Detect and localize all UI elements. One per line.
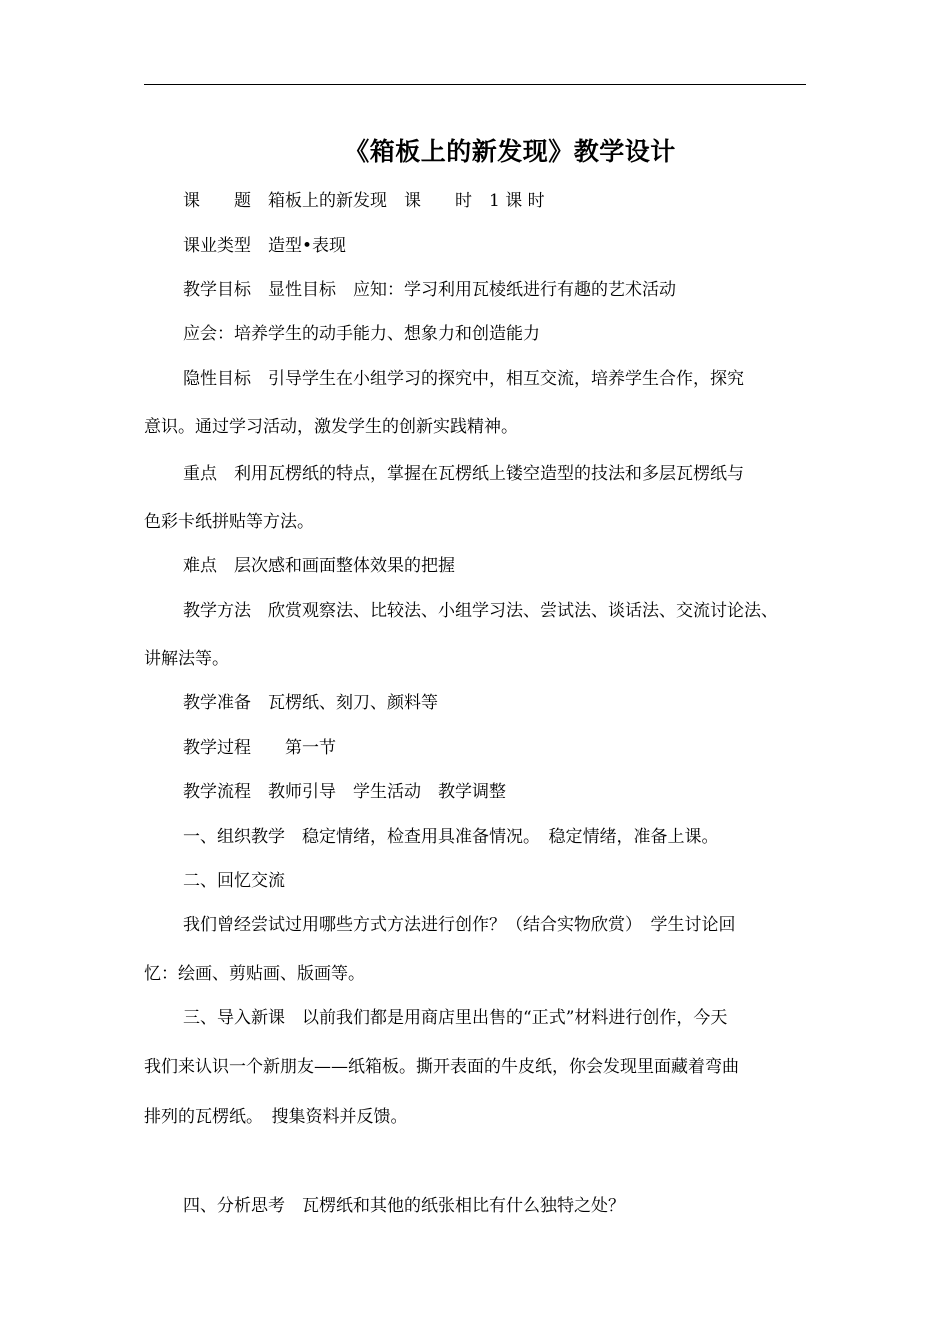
- line-difficulty: 难点 层次感和画面整体效果的把握: [183, 556, 455, 576]
- header-rule: [144, 84, 806, 85]
- document-title: [144, 130, 806, 174]
- line-implicit-goal-cont: 意识。通过学习活动，激发学生的创新实践精神。: [144, 417, 518, 437]
- line-section-analyze: 四、分析思考 瓦楞纸和其他的纸张相比有什么独特之处？: [183, 1196, 625, 1216]
- line-should-master: 应会：培养学生的动手能力、想象力和创造能力: [183, 324, 540, 344]
- line-introduce-cont-2: 排列的瓦楞纸。 搜集资料并反馈。: [144, 1107, 408, 1127]
- line-key-point: 重点 利用瓦楞纸的特点，掌握在瓦楞纸上镂空造型的技法和多层瓦楞纸与: [183, 464, 744, 484]
- line-recall-question: 我们曾经尝试过用哪些方式方法进行创作？（结合实物欣赏） 学生讨论回: [183, 915, 736, 935]
- line-section-introduce: 三、导入新课 以前我们都是用商店里出售的“正式”材料进行创作，今天: [183, 1008, 728, 1028]
- line-introduce-cont-1: 我们来认识一个新朋友——纸箱板。撕开表面的牛皮纸，你会发现里面藏着弯曲: [144, 1057, 739, 1077]
- document-title-text: 《箱板上的新发现》教学设计: [344, 137, 676, 166]
- line-teaching-method-cont: 讲解法等。: [144, 649, 229, 669]
- line-implicit-goal: 隐性目标 引导学生在小组学习的探究中，相互交流，培养学生合作，探究: [183, 369, 744, 389]
- line-lesson-topic: 课 题 箱板上的新发现 课 时 1 课 时: [183, 191, 545, 211]
- line-key-point-cont: 色彩卡纸拼贴等方法。: [144, 512, 314, 532]
- line-teaching-flow: 教学流程 教师引导 学生活动 教学调整: [183, 782, 506, 802]
- line-teaching-goal: 教学目标 显性目标 应知：学习利用瓦棱纸进行有趣的艺术活动: [183, 280, 676, 300]
- line-section-organize: 一、组织教学 稳定情绪，检查用具准备情况。 稳定情绪，准备上课。: [183, 827, 719, 847]
- line-teaching-method: 教学方法 欣赏观察法、比较法、小组学习法、尝试法、谈话法、交流讨论法、: [183, 601, 778, 621]
- line-section-recall: 二、回忆交流: [183, 871, 285, 891]
- line-teaching-process: 教学过程 第一节: [183, 738, 336, 758]
- line-preparation: 教学准备 瓦楞纸、刻刀、颜料等: [183, 693, 438, 713]
- line-recall-question-cont: 忆：绘画、剪贴画、版画等。: [144, 964, 365, 984]
- line-lesson-type: 课业类型 造型•表现: [183, 236, 347, 256]
